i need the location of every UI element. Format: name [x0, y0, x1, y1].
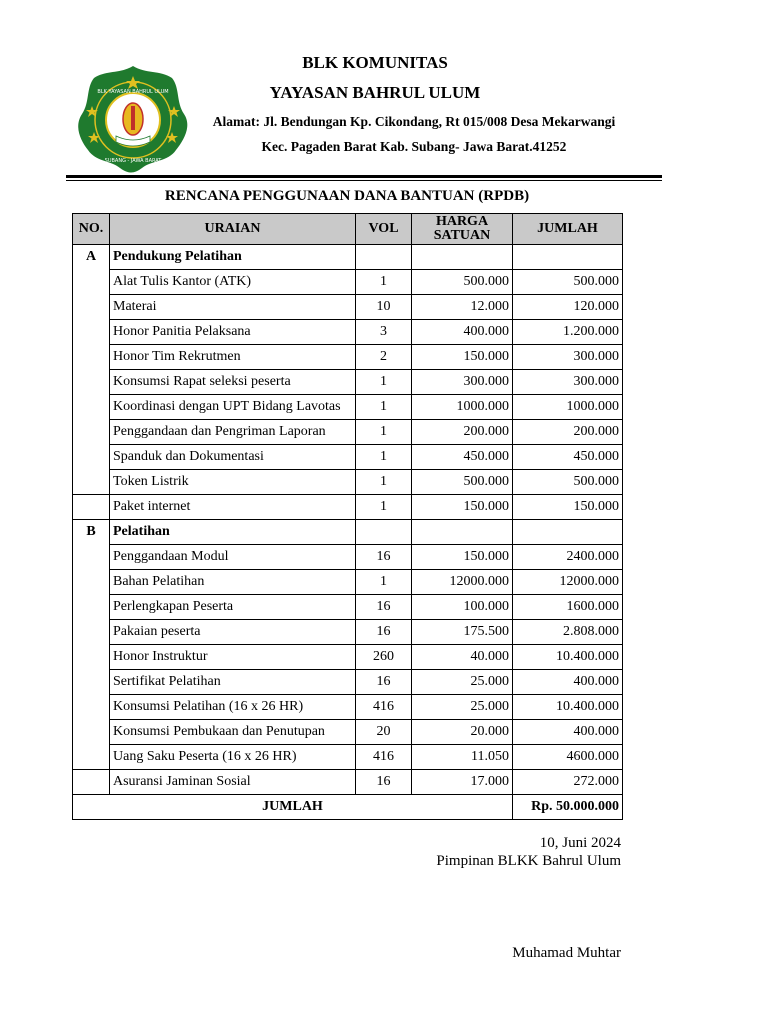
item-uraian: Konsumsi Pelatihan (16 x 26 HR) — [110, 695, 356, 720]
table-row — [73, 370, 623, 395]
signatory-name: Muhamad Muhtar — [512, 945, 621, 961]
item-uraian: Honor Panitia Pelaksana — [110, 320, 356, 345]
item-uraian: Honor Tim Rekrutmen — [110, 345, 356, 370]
table-header-row — [73, 214, 623, 245]
section-a-no: A — [73, 245, 110, 270]
svg-text:BLK YAYASAN BAHRUL ULUM: BLK YAYASAN BAHRUL ULUM — [97, 89, 169, 95]
item-jumlah: 300.000 — [513, 370, 623, 395]
total-label: JUMLAH — [73, 795, 513, 820]
header-no: NO. — [73, 214, 110, 245]
item-jumlah: 200.000 — [513, 420, 623, 445]
item-uraian: Pakaian peserta — [110, 620, 356, 645]
item-harga: 17.000 — [412, 770, 513, 795]
item-uraian: Penggandaan dan Pengriman Laporan — [110, 420, 356, 445]
header-harga-line2: SATUAN — [433, 228, 491, 243]
item-uraian: Honor Instruktur — [110, 645, 356, 670]
item-jumlah: 1600.000 — [513, 595, 623, 620]
item-uraian: Paket internet — [110, 495, 356, 520]
item-jumlah: 12000.000 — [513, 570, 623, 595]
item-vol: 20 — [356, 720, 412, 745]
item-harga: 11.050 — [412, 745, 513, 770]
item-harga: 25.000 — [412, 670, 513, 695]
item-harga: 500.000 — [412, 470, 513, 495]
table-row — [73, 320, 623, 345]
yayasan-logo — [72, 64, 194, 176]
item-vol: 16 — [356, 670, 412, 695]
item-vol: 16 — [356, 595, 412, 620]
header-divider-thin — [66, 180, 662, 181]
section-b-no: B — [73, 520, 110, 545]
logo-text: SUBANG - JAWA BARAT — [104, 158, 162, 164]
table-row — [73, 570, 623, 595]
item-jumlah: 400.000 — [513, 670, 623, 695]
item-vol: 1 — [356, 270, 412, 295]
table-row — [73, 670, 623, 695]
item-harga: 20.000 — [412, 720, 513, 745]
item-harga: 25.000 — [412, 695, 513, 720]
item-uraian: Sertifikat Pelatihan — [110, 670, 356, 695]
table-row — [73, 345, 623, 370]
item-uraian: Konsumsi Rapat seleksi peserta — [110, 370, 356, 395]
item-jumlah: 10.400.000 — [513, 695, 623, 720]
item-harga: 175.500 — [412, 620, 513, 645]
item-jumlah: 500.000 — [513, 270, 623, 295]
address-line-1: Alamat: Jl. Bendungan Kp. Cikondang, Rt 015/008 Desa Mekarwangi — [212, 114, 616, 129]
item-vol: 1 — [356, 470, 412, 495]
item-jumlah: 4600.000 — [513, 745, 623, 770]
item-vol: 260 — [356, 645, 412, 670]
table-row — [73, 645, 623, 670]
item-jumlah: 1000.000 — [513, 395, 623, 420]
table-row — [73, 745, 623, 770]
signatory-position: Pimpinan BLKK Bahrul Ulum — [436, 853, 621, 869]
header-harga-line1: HARGA — [435, 214, 489, 229]
item-jumlah: 120.000 — [513, 295, 623, 320]
table-row — [73, 445, 623, 470]
item-jumlah: 2.808.000 — [513, 620, 623, 645]
org-name: BLK KOMUNITAS — [302, 53, 448, 72]
item-harga: 1000.000 — [412, 395, 513, 420]
item-jumlah: 2400.000 — [513, 545, 623, 570]
item-harga: 500.000 — [412, 270, 513, 295]
item-jumlah: 400.000 — [513, 720, 623, 745]
item-uraian: Bahan Pelatihan — [110, 570, 356, 595]
total-row — [73, 795, 623, 820]
header-uraian: URAIAN — [110, 214, 356, 245]
item-vol: 16 — [356, 545, 412, 570]
table-row — [73, 470, 623, 495]
item-uraian: Penggandaan Modul — [110, 545, 356, 570]
item-harga: 100.000 — [412, 595, 513, 620]
total-value: Rp. 50.000.000 — [513, 795, 623, 820]
header-vol: VOL — [356, 214, 412, 245]
item-jumlah: 1.200.000 — [513, 320, 623, 345]
item-harga: 400.000 — [412, 320, 513, 345]
item-harga: 150.000 — [412, 345, 513, 370]
signature-date: 10, Juni 2024 — [539, 835, 621, 851]
foundation-name: YAYASAN BAHRUL ULUM — [269, 83, 481, 102]
budget-table — [72, 213, 623, 820]
header-divider-thick — [66, 175, 662, 178]
item-uraian: Uang Saku Peserta (16 x 26 HR) — [110, 745, 356, 770]
item-vol: 1 — [356, 370, 412, 395]
table-row — [73, 695, 623, 720]
table-row — [73, 495, 623, 520]
item-uraian: Spanduk dan Dokumentasi — [110, 445, 356, 470]
item-vol: 1 — [356, 495, 412, 520]
item-uraian: Alat Tulis Kantor (ATK) — [110, 270, 356, 295]
table-row — [73, 545, 623, 570]
item-vol: 416 — [356, 695, 412, 720]
item-harga: 150.000 — [412, 545, 513, 570]
table-row — [73, 395, 623, 420]
table-row — [73, 620, 623, 645]
item-uraian: Asuransi Jaminan Sosial — [110, 770, 356, 795]
item-vol: 16 — [356, 620, 412, 645]
item-vol: 1 — [356, 445, 412, 470]
item-uraian: Koordinasi dengan UPT Bidang Lavotas — [110, 395, 356, 420]
document-title: RENCANA PENGGUNAAN DANA BANTUAN (RPDB) — [164, 188, 530, 204]
item-vol: 16 — [356, 770, 412, 795]
item-harga: 40.000 — [412, 645, 513, 670]
table-row — [73, 295, 623, 320]
table-row — [73, 770, 623, 795]
item-uraian: Materai — [110, 295, 356, 320]
header-jumlah: JUMLAH — [513, 214, 623, 245]
section-a-row — [73, 245, 623, 270]
item-harga: 450.000 — [412, 445, 513, 470]
section-b-row — [73, 520, 623, 545]
item-harga: 12.000 — [412, 295, 513, 320]
section-a-title: Pendukung Pelatihan — [110, 245, 356, 270]
item-jumlah: 450.000 — [513, 445, 623, 470]
table-row — [73, 595, 623, 620]
item-harga: 150.000 — [412, 495, 513, 520]
item-vol: 3 — [356, 320, 412, 345]
item-vol: 1 — [356, 570, 412, 595]
item-vol: 10 — [356, 295, 412, 320]
item-vol: 416 — [356, 745, 412, 770]
table-row — [73, 420, 623, 445]
address-line-2: Kec. Pagaden Barat Kab. Subang- Jawa Barat.41252 — [261, 139, 567, 154]
item-jumlah: 10.400.000 — [513, 645, 623, 670]
item-harga: 200.000 — [412, 420, 513, 445]
item-uraian: Token Listrik — [110, 470, 356, 495]
item-uraian: Perlengkapan Peserta — [110, 595, 356, 620]
item-jumlah: 300.000 — [513, 345, 623, 370]
item-vol: 2 — [356, 345, 412, 370]
item-jumlah: 272.000 — [513, 770, 623, 795]
item-jumlah: 150.000 — [513, 495, 623, 520]
item-jumlah: 500.000 — [513, 470, 623, 495]
item-harga: 300.000 — [412, 370, 513, 395]
header-harga-satuan — [412, 214, 513, 245]
item-uraian: Konsumsi Pembukaan dan Penutupan — [110, 720, 356, 745]
item-vol: 1 — [356, 420, 412, 445]
item-harga: 12000.000 — [412, 570, 513, 595]
table-row — [73, 720, 623, 745]
section-b-title: Pelatihan — [110, 520, 356, 545]
item-vol: 1 — [356, 395, 412, 420]
table-row — [73, 270, 623, 295]
